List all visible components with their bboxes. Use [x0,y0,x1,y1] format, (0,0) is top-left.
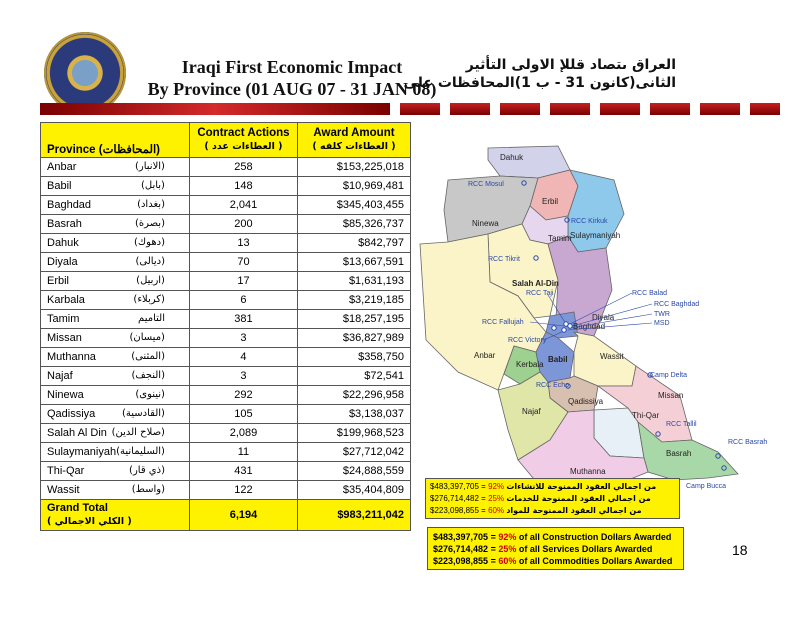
province-cell [41,253,190,272]
province-name: Basrah [47,218,82,230]
title-line-2: By Province (01 AUG 07 - 31 JAN 08) [147,79,437,99]
province-name: Sulaymaniyah [47,446,117,458]
province-name: Erbil [47,275,70,287]
province-name-ar: (دهوك) [134,237,165,248]
summary-amount: $483,397,705 [430,482,479,491]
province-name: Babil [47,180,72,192]
province-name-ar: (نينوى) [135,389,165,400]
award-amount-cell: $18,257,195 [297,310,410,329]
summary-amount: $276,714,482 [430,494,479,503]
summary-text: من اجمالي العقود الممنوحة للخدمات [506,494,651,503]
contract-actions-cell: 431 [189,462,297,481]
province-name-ar: (بغداد) [137,199,165,210]
summary-amount: $483,397,705 [433,532,489,542]
contract-actions-cell: 11 [189,443,297,462]
header-province: Province (المحافظات) [41,123,190,158]
summary-line: $483,397,705 = 92% of all Construction Dollars Awarded [433,532,672,542]
table-row [41,481,411,500]
label-anbar: Anbar [474,351,496,360]
command-seal-logo [44,32,126,114]
label-rcc-kirkuk: RCC Kirkuk [571,218,608,225]
label-sulaymaniyah: Sulaymaniyah [570,231,621,240]
province-cell [41,272,190,291]
summary-percent: 25% [488,494,505,503]
label-twr: TWR [654,311,670,318]
province-name-ar: (ذي قار) [129,465,165,476]
province-name-ar: (المثنى) [131,351,165,362]
label-rcc-echo: RCC Echo [536,382,570,389]
award-amount-cell: $35,404,809 [297,481,410,500]
grand-total-en: Grand Total [47,502,108,514]
province-name: Karbala [47,294,85,306]
label-rcc-tikrit: RCC Tikrit [488,256,520,263]
province-cell [41,424,190,443]
award-amount-cell: $345,403,455 [297,196,410,215]
province-name-ar: (ميسان) [129,332,165,343]
award-amount-cell: $13,667,591 [297,253,410,272]
summary-box-arabic [425,478,680,519]
header-award-ar: ( العطاءات كلفه ) [312,141,396,152]
award-amount-cell: $1,631,193 [297,272,410,291]
grand-total-ar: ( الكلي الاجمالي ) [47,516,132,527]
label-qadissiya: Qadissiya [568,397,604,406]
contract-actions-cell: 200 [189,215,297,234]
contract-actions-cell: 3 [189,329,297,348]
contract-actions-cell: 122 [189,481,297,500]
summary-line: $223,098,855 = 60% من اجمالي العقود الممنوحة للمواد [430,506,642,515]
label-ninewa: Ninewa [472,219,499,228]
label-thiqar: Thi-Qar [632,411,660,420]
province-name-ar: (كربلاء) [133,294,165,305]
label-rcc-balad: RCC Balad [632,290,668,297]
contract-actions-cell: 292 [189,386,297,405]
table-row [41,158,411,177]
label-tamim: Tamim [548,234,572,243]
summary-percent: 92% [498,532,517,542]
label-msd: MSD [654,320,670,327]
contract-actions-cell: 2,041 [189,196,297,215]
contract-actions-cell: 105 [189,405,297,424]
province-cell [41,291,190,310]
award-amount-cell: $199,968,523 [297,424,410,443]
label-rcc-victory: RCC Victory [508,337,547,344]
label-missan: Missan [658,391,684,400]
table-row [41,272,411,291]
summary-percent: 92% [488,482,505,491]
province-cell [41,234,190,253]
summary-box-english [427,527,684,570]
summary-text: of all Commodities Dollars Awarded [518,556,673,566]
label-wassit: Wassit [600,352,624,361]
province-cell [41,386,190,405]
label-muthanna: Muthanna [570,467,606,476]
province-name-ar: (بصرة) [134,218,165,229]
summary-amount: $223,098,855 [430,506,479,515]
label-rcc-basrah: RCC Basrah [728,439,768,446]
province-cell [41,348,190,367]
title-banner [40,103,780,115]
label-erbil: Erbil [542,197,559,206]
province-name-ar: التاميم [138,313,165,324]
province-name-ar: (القادسية) [122,408,165,419]
contract-actions-cell: 6 [189,291,297,310]
header-actions-en: Contract Actions [197,127,290,139]
table-row [41,253,411,272]
award-amount-cell: $36,827,989 [297,329,410,348]
award-amount-cell: $3,138,037 [297,405,410,424]
province-name: Anbar [47,161,77,173]
summary-line: $276,714,482 = 25% of all Services Dollars Awarded [433,544,653,554]
label-rcc-tallil: RCC Tallil [666,421,697,428]
table-row [41,367,411,386]
table-row [41,405,411,424]
summary-text: من اجمالي العقود الممنوحة للمواد [506,506,642,515]
award-amount-cell: $10,969,481 [297,177,410,196]
province-name-ar: (ديالى) [135,256,165,267]
table-row [41,443,411,462]
province-cell [41,158,190,177]
province-cell [41,177,190,196]
summary-text: من اجمالي العقود الممنوحة للانشاءات [506,482,657,491]
province-name: Ninewa [47,389,84,401]
province-name: Salah Al Din [47,427,107,439]
province-cell [41,215,190,234]
award-amount-cell: $22,296,958 [297,386,410,405]
award-amount-cell: $358,750 [297,348,410,367]
province-name-ar: (الانبار) [135,161,165,172]
table-row [41,215,411,234]
table-row [41,234,411,253]
title-ar-line-1: العراق ىتصاد قللإ الاولى التأثير [465,57,676,73]
label-camp-bucca: Camp Bucca [686,483,727,490]
table-row [41,329,411,348]
province-name: Najaf [47,370,73,382]
header-award-en: Award Amount [313,127,395,139]
contract-actions-cell: 13 [189,234,297,253]
label-baghdad: Baghdad [573,322,606,331]
table-row [41,177,411,196]
province-name: Diyala [47,256,78,268]
page-number: 18 [732,542,748,558]
table-row [41,386,411,405]
province-name: Missan [47,332,82,344]
province-name: Wassit [47,484,80,496]
label-basrah: Basrah [666,449,692,458]
province-cell [41,462,190,481]
contract-actions-cell: 2,089 [189,424,297,443]
award-amount-cell: $842,797 [297,234,410,253]
contract-actions-cell: 258 [189,158,297,177]
province-cell [41,367,190,386]
summary-percent: 60% [498,556,517,566]
province-cell [41,443,190,462]
title-ar-line-2: الثانى(كانون 31 - ب 1)المحافظات على [403,75,676,91]
table-row [41,424,411,443]
province-cell [41,310,190,329]
province-name-ar: (واسط) [131,484,165,495]
province-cell [41,481,190,500]
page-title-arabic [403,56,676,92]
province-name-ar: (صلاح الدين) [111,427,165,438]
contract-actions-cell: 17 [189,272,297,291]
label-salah: Salah Al-Din [512,279,559,288]
contract-actions-cell: 70 [189,253,297,272]
label-dahuk: Dahuk [500,153,524,162]
table-row [41,291,411,310]
table-row [41,196,411,215]
summary-text: of all Services Dollars Awarded [518,544,653,554]
summary-text: of all Construction Dollars Awarded [518,532,672,542]
label-camp-delta: Camp Delta [650,372,687,379]
award-amount-cell: $153,225,018 [297,158,410,177]
table-row [41,462,411,481]
grand-total-row [41,500,411,531]
label-babil: Babil [548,355,568,364]
award-amount-cell: $27,712,042 [297,443,410,462]
table-row [41,348,411,367]
header-award-amount [297,123,410,158]
table-header-row [41,123,411,158]
summary-line: $276,714,482 = 25% من اجمالي العقود الممنوحة للخدمات [430,494,651,503]
summary-amount: $223,098,855 [433,556,489,566]
province-name-ar: (النجف) [131,370,165,381]
summary-percent: 25% [498,544,517,554]
province-name: Baghdad [47,199,92,211]
label-rcc-taji: RCC Taji [526,290,554,297]
award-amount-cell: $72,541 [297,367,410,386]
province-cell [41,405,190,424]
province-name: Thi-Qar [47,465,85,477]
province-name-ar: (بابل) [140,180,165,191]
grand-total-actions: 6,194 [189,500,297,531]
province-table [40,122,411,531]
label-najaf: Najaf [522,407,541,416]
summary-line: $483,397,705 = 92% من اجمالي العقود الممنوحة للانشاءات [430,482,657,491]
summary-percent: 60% [488,506,505,515]
label-rcc-fallujah: RCC Fallujah [482,319,524,326]
province-name-ar: (اربيل) [136,275,165,286]
summary-amount: $276,714,482 [433,544,489,554]
label-rcc-mosul: RCC Mosul [468,181,504,188]
grand-total-label [41,500,190,531]
award-amount-cell: $85,326,737 [297,215,410,234]
province-name: Dahuk [47,237,79,249]
grand-total-amount: $983,211,042 [297,500,410,531]
label-rcc-baghdad: RCC Baghdad [654,301,700,308]
header-actions-ar: ( العطاءات عدد ) [204,141,283,152]
title-line-1: Iraqi First Economic Impact [181,57,403,77]
province-name: Qadissiya [47,408,96,420]
province-cell [41,196,190,215]
province-name: Muthanna [47,351,96,363]
award-amount-cell: $3,219,185 [297,291,410,310]
summary-line: $223,098,855 = 60% of all Commodities Dollars Awarded [433,556,673,566]
province-name: Tamim [47,313,80,325]
table-row [41,310,411,329]
label-diyala: Diyala [592,313,615,322]
contract-actions-cell: 148 [189,177,297,196]
award-amount-cell: $24,888,559 [297,462,410,481]
header-contract-actions [189,123,297,158]
contract-actions-cell: 3 [189,367,297,386]
contract-actions-cell: 381 [189,310,297,329]
province-name-ar: (السليمانية) [116,446,165,457]
province-cell [41,329,190,348]
label-kerbala: Kerbala [516,360,544,369]
contract-actions-cell: 4 [189,348,297,367]
